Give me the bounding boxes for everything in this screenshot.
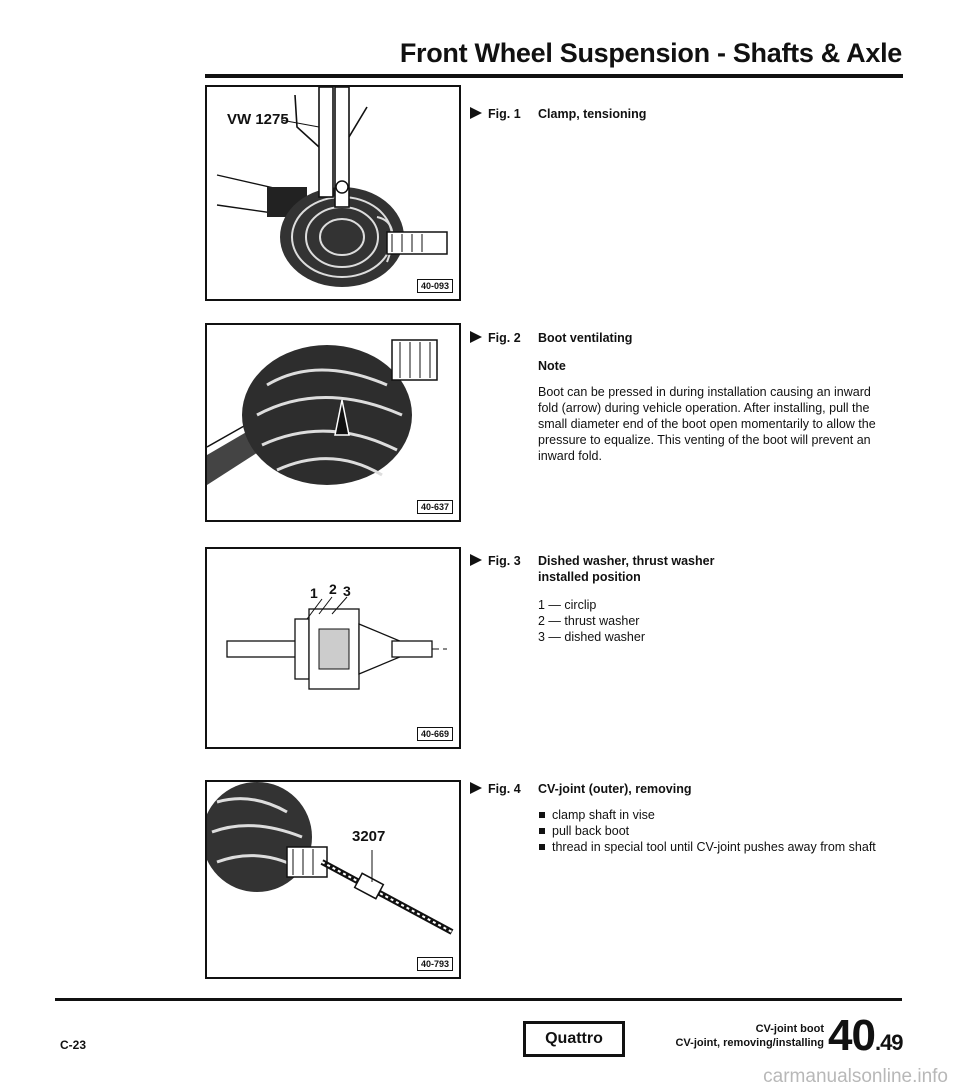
figure-title: CV-joint (outer), removing <box>538 782 692 796</box>
footer-topic: CV-joint, removing/installing <box>675 1037 824 1049</box>
page-number: C-23 <box>60 1038 87 1052</box>
figure-title: Boot ventilating <box>538 331 633 345</box>
legend-item: 2 — thrust washer <box>538 614 640 628</box>
step-item: pull back boot <box>538 823 890 839</box>
step-list <box>538 807 890 855</box>
header-rule <box>205 74 903 78</box>
step-item: thread in special tool until CV-joint pushes away from shaft <box>538 839 890 855</box>
figure-title: Clamp, tensioning <box>538 107 647 121</box>
figure-number: Fig. 2 <box>488 331 521 345</box>
figure-4-caption <box>470 781 890 855</box>
figure-number: Fig. 1 <box>488 107 521 121</box>
figure-3-caption <box>470 553 890 645</box>
callout-1: 1 <box>310 585 318 601</box>
figure-1-panel <box>205 85 461 301</box>
figure-number: Fig. 3 <box>488 554 521 568</box>
figure-code: 40-637 <box>417 500 453 514</box>
callout-2: 2 <box>329 581 337 597</box>
note-text: Boot can be pressed in during installation causing an inward fold (arrow) during vehicle operation. After installing, pull the small diameter end of the boot open momentarily to allow the pressure to equalize. This venting of the boot will prevent an inward fold. <box>538 385 876 463</box>
figure-2-panel <box>205 323 461 522</box>
figure-title <box>538 553 890 585</box>
tool-label-vw1275: VW 1275 <box>227 111 289 128</box>
section-number <box>828 1011 903 1065</box>
figure-title-line2: installed position <box>538 570 641 584</box>
callout-3: 3 <box>343 583 351 599</box>
section-main: 40 <box>828 1011 875 1060</box>
figure-4-panel <box>205 780 461 979</box>
figure-3-panel <box>205 547 461 749</box>
boot-ventilating-illustration <box>207 325 459 520</box>
figure-title-line1: Dished washer, thrust washer <box>538 554 715 568</box>
legend-item: 3 — dished washer <box>538 630 646 644</box>
figure-code: 40-669 <box>417 727 453 741</box>
note-label: Note <box>538 359 566 373</box>
footer-topics <box>634 1022 824 1050</box>
arrow-icon <box>470 782 482 794</box>
figure-code: 40-093 <box>417 279 453 293</box>
legend-item: 1 — circlip <box>538 598 597 612</box>
arrow-icon <box>470 331 482 343</box>
figure-1-caption <box>470 106 890 122</box>
footer-rule <box>55 998 902 1001</box>
arrow-icon <box>470 107 482 119</box>
watermark: carmanualsonline.info <box>763 1066 948 1087</box>
model-badge: Quattro <box>523 1021 625 1057</box>
figure-code: 40-793 <box>417 957 453 971</box>
cv-joint-removal-illustration <box>207 782 459 977</box>
page-header-title: Front Wheel Suspension - Shafts & Axle <box>399 38 902 68</box>
section-sub: .49 <box>874 1030 903 1055</box>
tool-label-3207: 3207 <box>352 828 386 845</box>
washer-position-illustration <box>207 549 459 747</box>
arrow-icon <box>470 554 482 566</box>
figure-2-caption <box>470 330 890 464</box>
footer-topic: CV-joint boot <box>755 1023 824 1035</box>
step-item: clamp shaft in vise <box>538 807 890 823</box>
figure-number: Fig. 4 <box>488 782 521 796</box>
